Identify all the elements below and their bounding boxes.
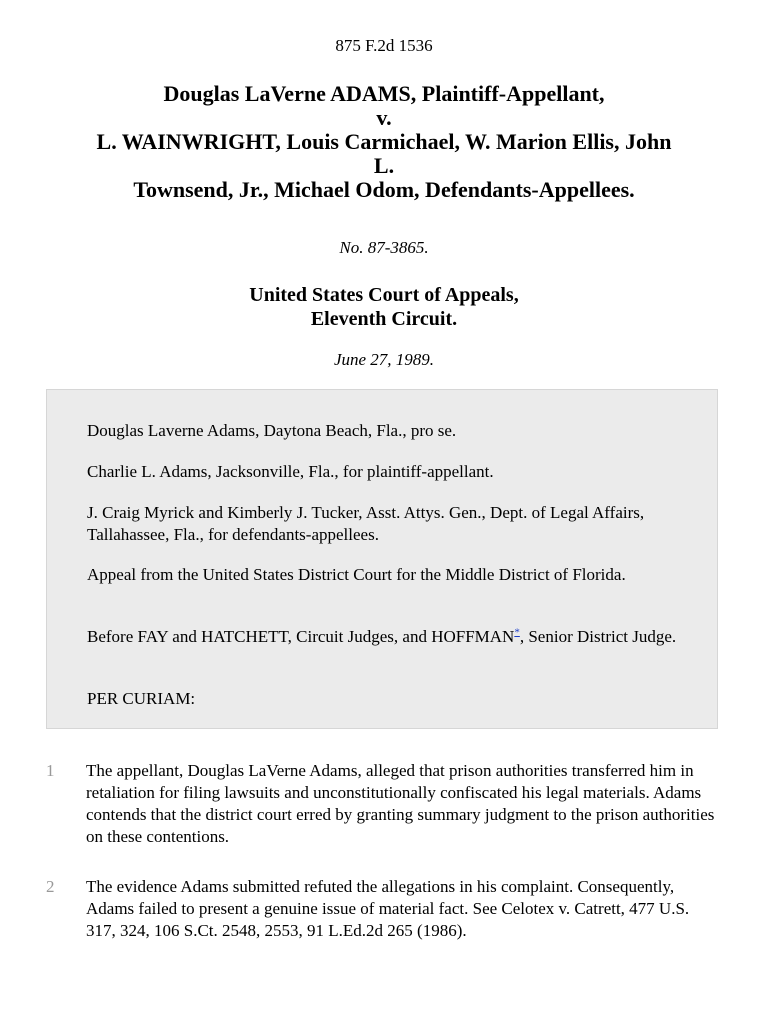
title-line-defendants-2: L. — [373, 153, 395, 178]
case-citation: 875 F.2d 1536 — [335, 36, 433, 55]
panel-judges-text: Before FAY and HATCHETT, Circuit Judges, and HOFFMAN — [87, 627, 515, 646]
paragraph-text: The appellant, Douglas LaVerne Adams, alleged that prison authorities transferred him in retaliation for filing lawsuits and unconstitutionally confiscated his legal materials. Adams contends that the district court erred by granting summary judgment to the prison authorities on these contentions. — [86, 761, 715, 846]
court-line-1: United States Court of Appeals, — [249, 284, 519, 306]
court-line-2: Eleventh Circuit. — [310, 308, 458, 330]
panel-judges-suffix: , Senior District Judge. — [519, 627, 677, 646]
decision-date: June 27, 1989. — [333, 350, 435, 369]
panel-judges — [87, 626, 687, 648]
counsel-box — [46, 389, 718, 729]
appeal-from: Appeal from the United States District Court for the Middle District of Florida. — [87, 565, 626, 584]
per-curiam: PER CURIAM: — [87, 689, 196, 708]
title-line-defendants-1: L. WAINWRIGHT, Louis Carmichael, W. Marion Ellis, John — [96, 129, 672, 154]
title-line-versus: v. — [376, 105, 392, 130]
footnote-link[interactable]: * — [514, 626, 520, 639]
case-title — [40, 82, 728, 202]
title-line-plaintiff: Douglas LaVerne ADAMS, Plaintiff-Appellant, — [163, 81, 605, 106]
title-line-defendants-3: Townsend, Jr., Michael Odom, Defendants-Appellees. — [133, 177, 635, 202]
paragraph-text: The evidence Adams submitted refuted the allegations in his complaint. Consequently, Adams failed to present a genuine issue of material fact. See Celotex v. Catrett, 477 U.S. 317, 324, 106 S.Ct. 2548, 2553, 91 L.Ed.2d 265 (1986). — [86, 877, 690, 940]
counsel-plaintiff: Charlie L. Adams, Jacksonville, Fla., for plaintiff-appellant. — [87, 462, 494, 481]
docket-number: No. 87-3865. — [339, 238, 429, 257]
counsel-pro-se: Douglas Laverne Adams, Daytona Beach, Fla., pro se. — [87, 421, 457, 440]
counsel-defendants: J. Craig Myrick and Kimberly J. Tucker, Asst. Attys. Gen., Dept. of Legal Affairs, Tallahassee, Fla., for defendants-appellees. — [87, 503, 645, 544]
court-name — [0, 283, 768, 331]
paragraph-number: 1 — [46, 761, 55, 780]
paragraph-number: 2 — [46, 877, 55, 896]
